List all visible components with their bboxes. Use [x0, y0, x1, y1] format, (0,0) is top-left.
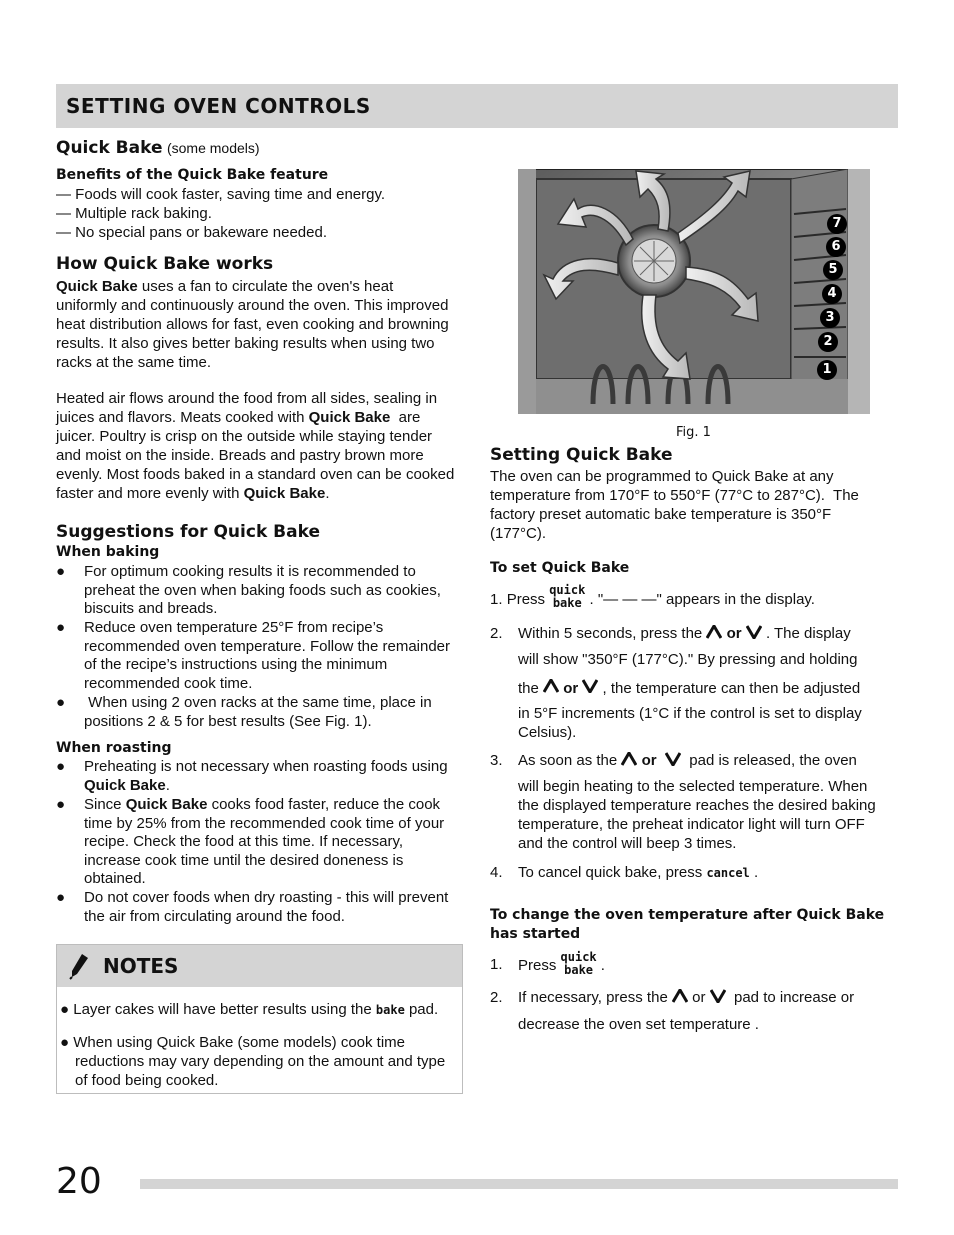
rack-number: 4	[822, 284, 842, 304]
text-line: .	[596, 956, 605, 974]
text-line: evenly. Most foods baked in a standard oven can be cooked	[56, 466, 455, 483]
text-line: Press	[518, 956, 561, 974]
text-line: Since	[84, 796, 126, 813]
text-line: temperature from 170°F to 550°F (77°C to 287°C). The	[490, 487, 859, 504]
section-title: SETTING OVEN CONTROLS	[66, 94, 371, 118]
text-line: Do not cover foods when dry roasting - this will prevent	[84, 889, 449, 906]
rack-number: 6	[826, 237, 846, 257]
text-line: uniformly and continuously around the oven. This improved	[56, 297, 449, 314]
quick-bake-title: Quick Bake	[56, 138, 163, 158]
text-line: uses a fan to circulate the oven's heat	[137, 278, 394, 295]
benefits-list	[56, 185, 385, 242]
to-set-quick-bake-heading: To set Quick Bake	[490, 560, 630, 576]
step-number: 3.	[490, 752, 503, 769]
note-2	[60, 1033, 460, 1090]
key-label: quick	[549, 583, 586, 598]
step-number: 2.	[490, 989, 503, 1006]
text-line: As soon as the	[518, 752, 622, 769]
text-line: the displayed temperature reaches the desired baking	[518, 796, 876, 814]
bullet-dot: ●	[56, 889, 66, 906]
text-line: Press	[506, 591, 550, 608]
notes-title: NOTES	[103, 954, 179, 978]
change-temperature-heading	[490, 906, 890, 944]
text-line: pad to increase or	[729, 989, 855, 1006]
text-line: ● When using Quick Bake (some models) cook time	[60, 1034, 406, 1051]
key-label: bake	[564, 963, 594, 977]
text-line: recommended cook time.	[84, 674, 253, 692]
quick-bake-term: Quick Bake	[243, 485, 326, 502]
text-line: the air from circulating around the food.	[84, 907, 345, 925]
text-line: Preheating is not necessary when roasting foods using	[84, 758, 448, 775]
bake-key: bake	[375, 1003, 405, 1017]
text-line: . "— — —" appears in the display.	[585, 591, 815, 608]
text-line: , the temperature can then be adjusted	[598, 679, 861, 697]
text-line: cooks food faster, reduce the cook	[207, 796, 441, 813]
text-line: The oven can be programmed to Quick Bake at any	[490, 468, 834, 485]
down-arrow-icon	[582, 679, 598, 698]
rack-number: 5	[823, 260, 843, 280]
text-line: Heated air flows around the food from all sides, sealing in	[56, 390, 438, 407]
text-line: faster and more evenly with	[56, 485, 244, 502]
text-line: recommended oven temperature. Follow the remainder	[84, 637, 451, 655]
text-line: positions 2 & 5 for best results (See Fig. 1).	[84, 712, 372, 730]
how-paragraph-1	[56, 277, 466, 372]
benefit-item: — No special pans or bakeware needed.	[56, 224, 327, 241]
oven-illustration	[518, 169, 870, 414]
quick-bake-heading	[56, 138, 260, 158]
text-line: results. It also gives better baking results when using two	[56, 335, 435, 352]
text-line: and moist on the inside. Breads and pastry brown more	[56, 447, 424, 464]
quick-bake-term: Quick Bake	[125, 796, 208, 813]
text-line: For optimum cooking results it is recommended to	[84, 563, 416, 580]
benefits-heading: Benefits of the Quick Bake feature	[56, 167, 329, 183]
bullet-dot: ●	[56, 619, 66, 636]
rack-number: 3	[820, 308, 840, 328]
page-number: 20	[56, 1161, 102, 1202]
or-label: or	[641, 752, 657, 769]
or-label: or	[563, 679, 579, 697]
setting-paragraph	[490, 467, 890, 543]
figure-caption: Fig. 1	[676, 425, 711, 440]
key-label: quick	[560, 950, 597, 964]
setting-quick-bake-heading: Setting Quick Bake	[490, 445, 673, 465]
up-arrow-icon	[706, 625, 722, 644]
text-line: time by 25% from the recommended cook time of your	[84, 814, 445, 832]
text-line: .	[325, 485, 330, 502]
text-line: of food being cooked.	[75, 1072, 219, 1089]
set-step-1	[490, 583, 815, 611]
text-line: . The display	[761, 625, 851, 642]
quick-bake-term: Quick Bake	[56, 278, 138, 295]
oven-fan-figure	[518, 169, 870, 414]
text-line: pad is released, the oven	[685, 752, 857, 769]
text-line: will begin heating to the selected temperature. When	[518, 777, 868, 795]
down-arrow-icon	[665, 752, 681, 771]
text-line: has started	[490, 926, 581, 942]
text-line: in 5°F increments (1°C if the control is set to display	[518, 705, 862, 723]
text-line: reductions may vary depending on the amount and type	[75, 1053, 446, 1070]
up-arrow-icon	[621, 752, 637, 771]
quick-bake-term: Quick Bake	[308, 409, 391, 426]
text-line: are	[390, 409, 421, 426]
bullet-dot: ●	[56, 694, 66, 711]
text-line: the	[518, 679, 544, 697]
step-number: 2.	[490, 625, 503, 642]
how-quick-bake-works-heading: How Quick Bake works	[56, 254, 274, 274]
bullet-dot: ●	[56, 796, 66, 813]
step-number: 4.	[490, 864, 503, 881]
when-roasting-heading: When roasting	[56, 740, 172, 756]
text-line: temperature, the preheat indicator light will turn OFF	[518, 815, 865, 833]
text-line: Reduce oven temperature 25°F from recipe’s	[84, 619, 384, 636]
key-label: bake	[552, 596, 582, 611]
text-line: preheat the oven when baking foods such as cookies,	[84, 581, 441, 599]
when-baking-heading: When baking	[56, 544, 160, 560]
text-line: pad.	[404, 1001, 439, 1018]
rack-number: 1	[817, 360, 837, 380]
text-line: decrease the oven set temperature .	[518, 1015, 759, 1033]
text-line: obtained.	[84, 870, 146, 887]
text-line: racks at the same time.	[56, 354, 212, 371]
text-line: increase cook time until the desired doneness is	[84, 851, 404, 869]
quick-bake-key	[561, 951, 597, 977]
quick-bake-term: Quick Bake	[84, 776, 166, 794]
text-line: ● Layer cakes will have better results using the	[60, 1001, 376, 1018]
text-line: When using 2 oven racks at the same time, place in	[84, 694, 432, 711]
text-line: .	[165, 776, 170, 794]
text-line: of the recipe’s instructions using the minimum	[84, 656, 388, 673]
text-line: .	[749, 864, 759, 881]
text-line: heat distribution allows for fast, even cooking and browning	[56, 316, 449, 333]
pencil-icon	[68, 952, 90, 985]
rack-number: 2	[818, 332, 838, 352]
text-line: juicer. Poultry is crisp on the outside while staying tender	[56, 428, 433, 445]
benefit-item: — Multiple rack baking.	[56, 205, 212, 222]
step-number: 1.	[490, 591, 503, 608]
text-line: If necessary, press the	[518, 989, 672, 1006]
quick-bake-models-note: (some models)	[166, 140, 260, 156]
how-paragraph-2	[56, 389, 466, 503]
text-line: recipe. Check the food at this time. If necessary,	[84, 833, 404, 850]
text-line: To cancel quick bake, press	[518, 864, 707, 881]
footer-bar	[140, 1179, 898, 1189]
or-label: or	[726, 625, 742, 642]
down-arrow-icon	[710, 989, 726, 1008]
down-arrow-icon	[746, 625, 762, 644]
suggestions-heading: Suggestions for Quick Bake	[56, 522, 320, 542]
text-line: will show "350°F (177°C)." By pressing and holding	[518, 650, 858, 668]
text-line: biscuits and breads.	[84, 600, 218, 617]
quick-bake-key	[549, 584, 585, 610]
note-1	[60, 1000, 438, 1020]
step-number: 1.	[490, 956, 503, 973]
cancel-key: cancel	[706, 866, 750, 880]
rack-number: 7	[827, 214, 847, 234]
bullet-dot: ●	[56, 563, 66, 580]
text-line: (177°C).	[490, 525, 547, 542]
text-line: Within 5 seconds, press the	[518, 625, 707, 642]
up-arrow-icon	[543, 679, 559, 698]
text-line: juices and flavors. Meats cooked with	[56, 409, 309, 426]
text-line: factory preset automatic bake temperature is 350°F	[490, 506, 832, 523]
text-line: Celsius).	[518, 724, 577, 742]
benefit-item: — Foods will cook faster, saving time and energy.	[56, 186, 386, 203]
bullet-dot: ●	[56, 758, 66, 775]
text-line: To change the oven temperature after Quick Bake	[490, 907, 885, 923]
or-label: or	[692, 989, 706, 1006]
up-arrow-icon	[672, 989, 688, 1008]
text-line: and the control will beep 3 times.	[518, 834, 737, 852]
